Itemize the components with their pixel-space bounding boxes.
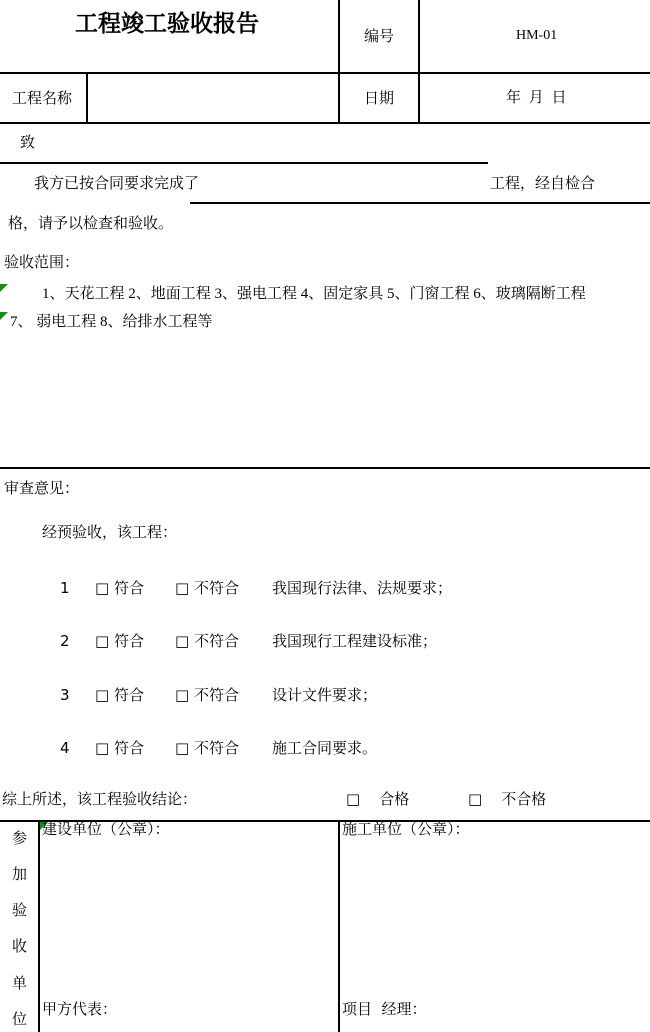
- project-manager-label: 项目 经理：: [342, 1000, 427, 1018]
- comment-marker: [0, 284, 8, 292]
- side-label-char: 加: [12, 865, 28, 883]
- letter-line1-prefix: 我方已按合同要求完成了: [34, 174, 200, 192]
- nonconform-checkbox[interactable]: □ 不符合: [175, 579, 239, 597]
- side-label-char: 位: [12, 1010, 28, 1028]
- date-label: 日期: [364, 89, 395, 107]
- fail-checkbox[interactable]: □ 不合格: [468, 790, 547, 808]
- header-divider-3: [86, 72, 88, 123]
- conclusion-label: 综上所述，该工程验收结论：: [2, 790, 198, 808]
- scope-bottom-border: [0, 467, 650, 469]
- side-label-char: 验: [12, 901, 28, 919]
- review-item-text: 施工合同要求。: [272, 739, 378, 757]
- to-underline: [0, 162, 488, 164]
- review-item-number: 1: [60, 579, 70, 597]
- number-value: HM-01: [516, 28, 558, 43]
- conform-checkbox[interactable]: □ 符合: [95, 579, 144, 597]
- comment-marker: [0, 312, 8, 320]
- number-label: 编号: [364, 27, 395, 45]
- date-value: 年 月 日: [506, 90, 567, 106]
- units-divider-left: [38, 821, 40, 1032]
- pass-checkbox[interactable]: □ 合格: [346, 790, 410, 808]
- project-fill-underline: [190, 202, 650, 204]
- review-item-number: 2: [60, 632, 70, 650]
- conform-checkbox[interactable]: □ 符合: [95, 739, 144, 757]
- contractor-label: 施工单位（公章）：: [342, 820, 470, 838]
- page-title: 工程竣工验收报告: [75, 11, 259, 37]
- conform-checkbox[interactable]: □ 符合: [95, 632, 144, 650]
- review-label: 审查意见：: [4, 479, 80, 497]
- builder-label: 建设单位（公章）：: [42, 820, 170, 838]
- side-label-char: 参: [12, 829, 28, 847]
- units-divider-mid: [338, 821, 340, 1032]
- review-item-number: 3: [60, 686, 70, 704]
- owner-rep-label: 甲方代表：: [42, 1000, 118, 1018]
- header-bottom-border-row2: [0, 122, 650, 124]
- review-item-text: 我国现行工程建设标准；: [272, 632, 438, 650]
- review-intro: 经预验收，该工程：: [42, 523, 178, 541]
- conform-checkbox[interactable]: □ 符合: [95, 686, 144, 704]
- project-name-label: 工程名称: [12, 89, 73, 107]
- header-divider-1: [338, 0, 340, 123]
- review-item-number: 4: [60, 739, 70, 757]
- scope-label: 验收范围：: [4, 253, 80, 271]
- review-item-text: 我国现行法律、法规要求；: [272, 579, 453, 597]
- to-label: 致: [20, 133, 36, 151]
- side-label-char: 收: [12, 937, 28, 955]
- nonconform-checkbox[interactable]: □ 不符合: [175, 739, 239, 757]
- header-bottom-border-row1: [0, 72, 650, 74]
- nonconform-checkbox[interactable]: □ 不符合: [175, 686, 239, 704]
- scope-line2: 7、 弱电工程 8、给排水工程等: [10, 314, 213, 330]
- side-label-char: 单: [12, 974, 28, 992]
- header-divider-2: [418, 0, 420, 123]
- letter-line1-suffix: 工程，经自检合: [490, 174, 596, 192]
- review-item-text: 设计文件要求；: [272, 686, 378, 704]
- nonconform-checkbox[interactable]: □ 不符合: [175, 632, 239, 650]
- scope-line1: 1、天花工程 2、地面工程 3、强电工程 4、固定家具 5、门窗工程 6、玻璃隔断工程: [42, 286, 586, 302]
- letter-line2: 格，请予以检查和验收。: [8, 214, 174, 232]
